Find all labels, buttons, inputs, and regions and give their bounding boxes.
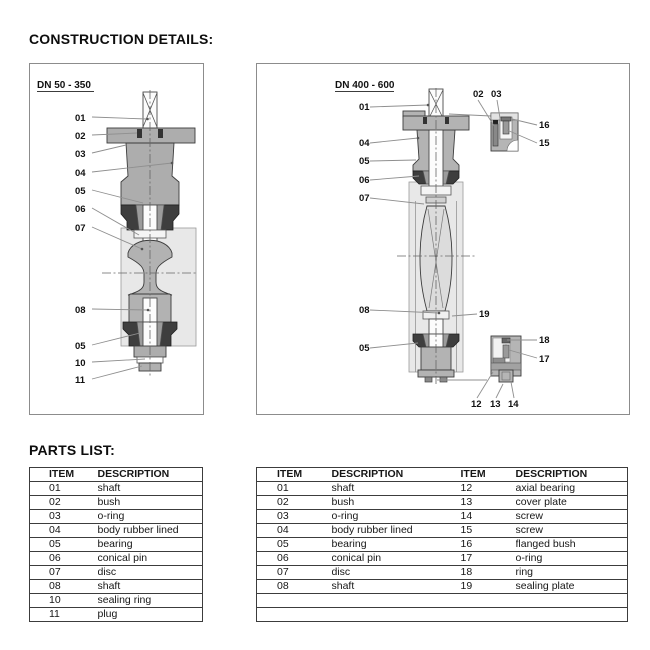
callout-08: 08 [359,305,370,316]
callout-16: 16 [539,120,550,131]
table-header-row [257,468,628,482]
callout-13: 13 [490,399,501,410]
bush-right [445,117,449,124]
table-cell: 04 [257,524,332,538]
table-row [30,552,203,566]
detail-inset-top [491,113,518,151]
callout-17: 17 [539,354,550,365]
table-cell: 05 [30,538,98,552]
callout-11: 11 [75,375,86,386]
axial-bearing-detail [503,345,509,358]
table-cell: 01 [257,482,332,496]
callout-05: 05 [359,156,370,167]
variant-label: DN 50 - 350 [37,80,91,91]
table-row [30,594,203,608]
table-cell: disc [332,566,461,580]
table-cell: shaft [98,482,203,496]
callout-04: 04 [359,138,370,149]
callout-03: 03 [491,89,502,100]
table-cell: cover plate [516,496,628,510]
table-cell [516,594,628,608]
table-cell: conical pin [98,552,203,566]
table-row [257,608,628,622]
table-row [257,482,628,496]
table-cell: 04 [30,524,98,538]
screw-detail [503,121,509,134]
table-cell [332,594,461,608]
table-cell: 16 [461,538,516,552]
table-cell: o-ring [516,552,628,566]
table-cell: 12 [461,482,516,496]
callout-12: 12 [471,399,482,410]
table-cell: shaft [332,580,461,594]
page-title: CONSTRUCTION DETAILS: [29,31,214,47]
valve-section-drawing-dn50-350 [30,64,201,412]
table-cell: shaft [332,482,461,496]
table-cell: bearing [332,538,461,552]
table-cell: flanged bush [516,538,628,552]
table-cell: 18 [461,566,516,580]
table-row [257,580,628,594]
table-cell: 02 [30,496,98,510]
table-cell: 07 [30,566,98,580]
callout-08: 08 [75,305,86,316]
table-cell [332,608,461,622]
table-cell: bearing [98,538,203,552]
diagram-panel-dn400-600 [256,63,630,415]
table-cell: 10 [30,594,98,608]
callout-05b: 05 [359,343,370,354]
screw-stub [440,377,447,382]
table-cell: 07 [257,566,332,580]
parts-table-right [256,467,628,622]
table-cell: 14 [461,510,516,524]
table-row [257,594,628,608]
column-header-description: DESCRIPTION [331,468,404,480]
table-row [30,580,203,594]
table-cell: o-ring [98,510,203,524]
column-header-item-2: ITEM [460,468,486,480]
table-row [30,566,203,580]
table-cell: 06 [257,552,332,566]
detail-inset-bottom [491,336,521,382]
bush-detail [493,124,498,146]
callout-06: 06 [359,175,370,186]
table-row [30,482,203,496]
table-cell: screw [516,510,628,524]
table-row [257,538,628,552]
table-row [257,566,628,580]
table-cell: bush [98,496,203,510]
callout-01: 01 [75,113,86,124]
variant-label: DN 400 - 600 [335,80,395,91]
ring-detail [502,338,510,343]
callout-10: 10 [75,358,86,369]
table-cell: 06 [30,552,98,566]
table-cell: body rubber lined [98,524,203,538]
callout-05b: 05 [75,341,86,352]
table-cell: shaft [98,580,203,594]
table-row [30,538,203,552]
table-row [257,510,628,524]
callout-19: 19 [479,309,490,320]
table-cell: axial bearing [516,482,628,496]
table-cell [257,594,332,608]
table-row [257,524,628,538]
parts-table-right-body [257,482,628,622]
table-cell: 19 [461,580,516,594]
table-row [257,496,628,510]
table-cell: 03 [257,510,332,524]
table-row [257,552,628,566]
callout-03: 03 [75,149,86,160]
bush-right [158,129,163,138]
callout-02: 02 [473,89,484,100]
parts-table-left [29,467,203,622]
bush-left [137,129,142,138]
column-header-item: ITEM [277,468,303,480]
table-cell: bush [332,496,461,510]
table-row [30,510,203,524]
callout-06: 06 [75,204,86,215]
table-cell: plug [98,608,203,622]
table-cell: 11 [30,608,98,622]
table-cell: o-ring [332,510,461,524]
valve-section-drawing-dn400-600 [257,64,627,412]
top-flange [107,128,195,143]
table-cell [516,608,628,622]
table-cell: 08 [257,580,332,594]
table-cell: 08 [30,580,98,594]
column-header-item: ITEM [49,468,75,480]
callout-05: 05 [75,186,86,197]
callout-07: 07 [359,193,370,204]
table-row [30,496,203,510]
screw-stub [425,377,432,382]
table-cell: 15 [461,524,516,538]
bush-left [423,117,427,124]
table-cell: body rubber lined [332,524,461,538]
table-cell [461,608,516,622]
table-cell: 03 [30,510,98,524]
table-cell: 13 [461,496,516,510]
table-cell [461,594,516,608]
diagram-panel-dn50-350 [29,63,204,415]
flanged-bush-detail [501,117,511,121]
table-cell: sealing plate [516,580,628,594]
table-cell: 01 [30,482,98,496]
column-header-description-2: DESCRIPTION [515,468,588,480]
table-row [30,524,203,538]
callout-07: 07 [75,223,86,234]
callout-14: 14 [508,399,519,410]
column-header-description: DESCRIPTION [97,468,170,480]
table-cell: disc [98,566,203,580]
table-cell [257,608,332,622]
o-ring-detail [493,120,498,124]
table-cell: 02 [257,496,332,510]
callout-01: 01 [359,102,370,113]
table-cell: 05 [257,538,332,552]
table-cell: conical pin [332,552,461,566]
callout-15: 15 [539,138,550,149]
parts-table-left-body [30,482,203,622]
table-cell: sealing ring [98,594,203,608]
table-row [30,608,203,622]
table-cell: 17 [461,552,516,566]
table-cell: ring [516,566,628,580]
callout-18: 18 [539,335,550,346]
parts-list-title: PARTS LIST: [29,442,115,458]
callout-04: 04 [75,168,86,179]
table-header-row [30,468,203,482]
cover-plate-detail [491,363,521,370]
table-cell: screw [516,524,628,538]
callout-02: 02 [75,131,86,142]
